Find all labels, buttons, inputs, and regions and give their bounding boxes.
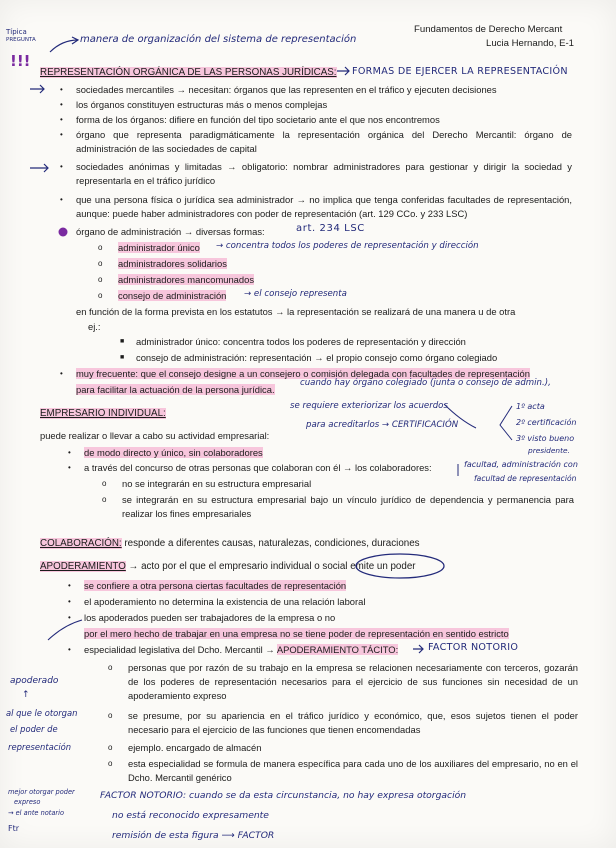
arrow-margin-b5 [30,164,48,172]
course-title: Fundamentos de Derecho Mercant [414,24,563,35]
sub-admin-unico: administrador único [118,242,200,253]
text-apo-b2: el apoderamiento no determina la existencia de una relación laboral [84,596,366,607]
footer-left-4: Ftr [8,824,20,833]
bullet: • [60,162,63,171]
bullet: • [68,597,71,606]
text-emp-o1: no se integrarán en su estructura empresarial [122,478,312,489]
bullet: • [60,115,63,124]
section-title-empresario: EMPRESARIO INDIVIDUAL: [40,408,166,419]
arrow-margin-b1 [30,85,44,93]
footer-left-2: expreso [14,798,41,806]
bullet: • [60,195,63,204]
footer-line2: no está reconocido expresamente [112,810,269,821]
text-b5: sociedades anónimas y limitadas → obligatorio: nombrar administradores para gestionar y dirigir la sociedad y representarla en el tráfico jurídico [76,161,572,186]
footer-left-3: → el ante notario [8,809,64,817]
sub-mancomunados: administradores mancomunados [118,274,255,285]
text-emp-b1: de modo directo y único, sin colaboradores [84,447,263,458]
section-title-representacion: REPRESENTACIÓN ORGÁNICA DE LAS PERSONAS JURÍDICAS: [40,67,337,78]
author-name: Lucia Hernando, E-1 [486,38,574,49]
bullet: • [60,100,63,109]
text-empresario-intro: puede realizar o llevar a cabo su actividad empresarial: [40,430,270,441]
text-apo-b3-cont: por el mero hecho de trabajar en una empresa no se tiene poder de representación en sentido estricto [84,628,509,639]
note-colegiado-3: para acreditarlos → CERTIFICACIÓN [306,420,459,430]
footer-line1: FACTOR NOTORIO: cuando se da esta circunstancia, no hay expresa otorgación [100,790,467,801]
footer-left-1: mejor otorgar poder [8,788,75,796]
square-bullet: ■ [120,338,125,345]
text-b2: los órganos constituyen estructuras más o menos complejas [76,99,328,110]
circle-bullet: o [98,259,103,268]
note-representacion: representación [8,742,72,752]
text-apo-o4: esta especialidad se formula de manera específica para cada uno de los auxiliares del empresario, no en el Dcho. Mercantil genérico [128,758,578,783]
note-apoderado: apoderado [10,676,59,686]
arrow-topic [50,40,78,52]
note-step3b: presidente. [528,446,570,455]
sub-consejo: consejo de administración [118,290,227,301]
section-colaboracion: COLABORACIÓN: responde a diferentes causas, naturalezas, condiciones, duraciones [40,538,420,549]
note-admin-unico: → concentra todos los poderes de representación y dirección [216,241,479,251]
circle-bullet: o [98,243,103,252]
text-b7: órgano de administración → diversas formas: [76,226,265,237]
text-apo-b3: los apoderados pueden ser trabajadores de la empresa o no [84,612,336,623]
circled-emite-poder: emite un poder [350,561,416,572]
text-b3: forma de los órganos: difiere en función del tipo societario ante el que nos encontremos [76,114,440,125]
bullet: • [60,85,63,94]
note-facultad-1: facultad, administración con [464,460,578,469]
circle-bullet: o [108,759,113,768]
text-apo-o1: personas que por razón de su trabajo en la empresa se relacionen necesariamente con terceros, gozarán de los poderes de representación necesarios para el ejercicio de sus funciones sin necesidad de un apoderamiento expreso [128,662,578,701]
note-formas: FORMAS DE EJERCER LA REPRESENTACIÓN [352,66,568,77]
bullet: • [60,369,63,378]
note-step3: 3º visto bueno [516,434,575,443]
section-apoderamiento: APODERAMIENTO → acto por el que el empresario individual o social emite un poder [40,561,416,572]
text-b6: que una persona física o jurídica sea administrador → no implica que tenga conferidas facultades de representación, aunque: puede haber administradores con poder de representación (art. 129 CCo. y 233 LSC) [76,194,572,219]
text-b1: sociedades mercantiles → necesitan: órganos que las representen en el tráfico y ejecuten decisiones [76,84,497,95]
square-bullet: ■ [120,354,125,361]
text-func: en función de la forma prevista en los estatutos → la representación se realizará de una manera u de otra [76,306,516,317]
text-apo-b1: se confiere a otra persona ciertas facultades de representación [84,580,347,591]
bullet: • [68,581,71,590]
footer-line3: remisión de esta figura ⟶ FACTOR [112,830,275,841]
circle-bullet: o [98,275,103,284]
bullet: • [68,613,71,622]
note-consejo: → el consejo representa [244,289,347,299]
circle-bullet: o [108,663,113,672]
circle-bullet: o [108,711,113,720]
text-b8-line2: para facilitar la actuación de la persona jurídica. [76,384,275,395]
bullet: • [68,645,71,654]
note-art234: art. 234 LSC [296,223,365,234]
bullet: • [68,463,71,472]
note-colegiado-2: se requiere exteriorizar los acuerdos [290,401,448,411]
note-al-que: al que le otorgan [6,708,78,718]
arrow-apoderados [48,620,82,640]
circle-bullet: o [98,291,103,300]
bullet: • [60,130,63,139]
text-b4: órgano que representa paradigmáticamente la representación orgánica del Derecho Mercantil: órgano de administración de las sociedades de capital [76,129,572,154]
bullet: • [68,448,71,457]
text-apo-o3: ejemplo. encargado de almacén [128,742,262,753]
circle-emite-poder [356,554,444,578]
brace-cert [444,404,476,428]
text-apo-o2: se presume, por su apariencia en el tráfico jurídico y económico, que, esos sujetos tienen el poder necesario para el ejercicio de las funciones que tienen encomendadas [128,710,578,735]
circle-bullet: o [108,743,113,752]
text-emp-b2: a través del concurso de otras personas que colaboran con él → los colaboradores: [84,462,432,473]
note-step1: 1º acta [516,402,545,411]
text-ej: ej.: [88,321,101,332]
text-sq1: administrador único: concentra todos los poderes de representación y dirección [136,336,466,347]
arrow-factor [413,645,423,653]
sub-solidarios: administradores solidarios [118,258,227,269]
note-topic: manera de organización del sistema de representación [80,34,357,45]
note-tipica: Típica [6,28,27,36]
text-sq2: consejo de administración: representación → el propio consejo como órgano colegiado [136,352,498,363]
violet-bullet-marker [59,228,68,237]
note-arrow: ↑ [22,690,30,700]
note-pregunta: PREGUNTA [6,37,36,43]
note-factor-notorio: FACTOR NOTORIO [428,642,519,653]
note-step2: 2º certificación [516,418,577,427]
circle-bullet: o [102,479,107,488]
text-apo-b4: especialidad legislativa del Dcho. Mercantil → APODERAMIENTO TÁCITO: [84,644,399,655]
bracket-steps [500,406,512,440]
circle-bullet: o [102,495,107,504]
exclaim-marks: !!! [10,52,31,70]
note-facultad-2: facultad de representación [474,474,577,483]
arrow-formas [337,67,349,75]
note-colegiado-1: cuando hay órgano colegiado (junta o consejo de admin.), [300,378,551,388]
text-emp-o2: se integrarán en su estructura empresarial bajo un vínculo jurídico de dependencia y permanencia para realizar los fines empresariales [122,494,574,519]
text-b8-line1: muy frecuente: que el consejo designe a un consejero o comisión delegada con facultades de representación [76,368,530,379]
note-el-poder: el poder de [10,724,58,734]
